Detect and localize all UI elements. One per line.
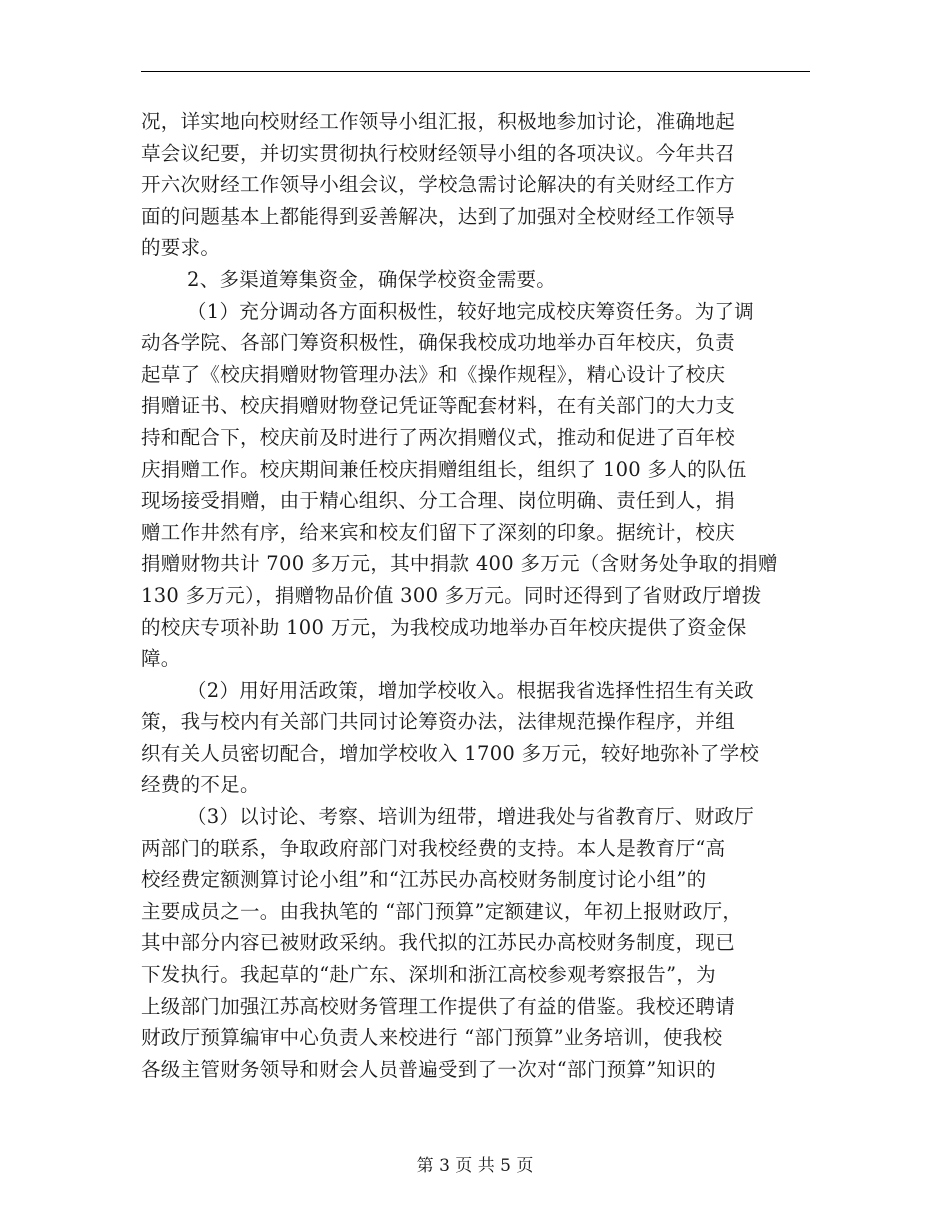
text-line: 其中部分内容已被财政采纳。我代拟的江苏民办高校财务制度，现已 [141, 931, 736, 955]
text-line: 下发执行。我起草的“赴广东、深圳和浙江高校参观考察报告”，为 [141, 963, 716, 987]
text-line: 的校庆专项补助 100 万元，为我校成功地举办百年校庆提供了资金保 [141, 615, 747, 639]
text-line: 织有关人员密切配合，增加学校收入 1700 多万元，较好地弥补了学校 [141, 741, 760, 765]
text-line: （1）充分调动各方面积极性，较好地完成校庆筹资任务。为了调 [187, 299, 755, 323]
text-line: 捐赠证书、校庆捐赠财物登记凭证等配套材料，在有关部门的大力支 [141, 394, 736, 418]
text-line: 开六次财经工作领导小组会议，学校急需讨论解决的有关财经工作方 [141, 173, 736, 197]
text-line: 经费的不足。 [141, 773, 260, 797]
text-line: 主要成员之一。由我执笔的 “部门预算”定额建议，年初上报财政厅， [141, 899, 743, 923]
text-line: 2、多渠道筹集资金，确保学校资金需要。 [187, 267, 557, 291]
text-line: 起草了《校庆捐赠财物管理办法》和《操作规程》，精心设计了校庆 [141, 362, 726, 386]
text-line: 各级主管财务领导和财会人员普遍受到了一次对“部门预算”知识的 [141, 1057, 716, 1081]
page-footer [0, 1154, 950, 1178]
text-line: 现场接受捐赠，由于精心组织、分工合理、岗位明确、责任到人，捐 [141, 489, 736, 513]
text-line: 上级部门加强江苏高校财务管理工作提供了有益的借鉴。我校还聘请 [141, 994, 736, 1018]
text-line: 财政厅预算编审中心负责人来校进行 “部门预算”业务培训，使我校 [141, 1026, 723, 1050]
text-line: 障。 [141, 647, 181, 671]
text-line: 庆捐赠工作。校庆期间兼任校庆捐赠组组长，组织了 100 多人的队伍 [141, 457, 747, 481]
text-line: 捐赠财物共计 700 多万元，其中捐款 400 多万元（含财务处争取的捐赠 [141, 552, 778, 576]
text-line: 况，详实地向校财经工作领导小组汇报，积极地参加讨论，准确地起 [141, 110, 736, 133]
text-line: 策，我与校内有关部门共同讨论筹资办法，法律规范操作程序，并组 [141, 710, 736, 734]
text-line: （3）以讨论、考察、培训为纽带，增进我处与省教育厅、财政厅 [187, 805, 755, 829]
text-line: 草会议纪要，并切实贯彻执行校财经领导小组的各项决议。今年共召 [141, 141, 736, 165]
text-line: 130 多万元），捐赠物品价值 300 多万元。同时还得到了省财政厅增拨 [141, 583, 762, 607]
text-line: 面的问题基本上都能得到妥善解决，达到了加强对全校财经工作领导 [141, 204, 736, 228]
text-line: （2）用好用活政策，增加学校收入。根据我省选择性招生有关政 [187, 678, 755, 702]
text-line: 两部门的联系，争取政府部门对我校经费的支持。本人是教育厅“高 [141, 836, 726, 860]
text-line: 持和配合下，校庆前及时进行了两次捐赠仪式，推动和促进了百年校 [141, 425, 736, 449]
page-number-label: 第 3 页 共 5 页 [416, 1156, 534, 1176]
header-rule [141, 71, 810, 72]
text-line: 赠工作井然有序，给来宾和校友们留下了深刻的印象。据统计，校庆 [141, 520, 736, 544]
text-line: 动各学院、各部门筹资积极性，确保我校成功地举办百年校庆，负责 [141, 331, 736, 355]
text-line: 的要求。 [141, 236, 221, 260]
document-body [141, 106, 821, 1085]
text-line: 校经费定额测算讨论小组”和“江苏民办高校财务制度讨论小组”的 [141, 868, 707, 892]
